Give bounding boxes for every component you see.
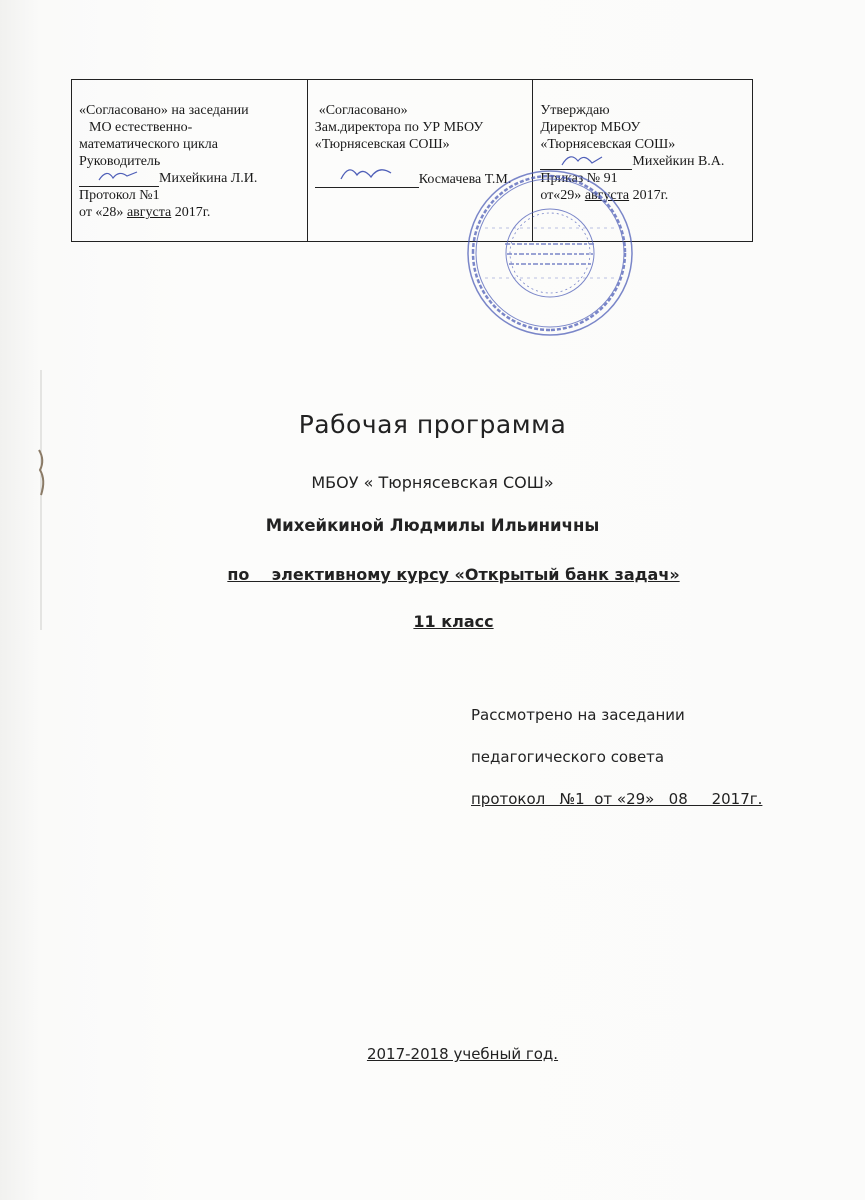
approval-2-line-3: «Тюрнясевская СОШ» [314,137,450,152]
approval-1-line-1: «Согласовано» на заседании [79,103,249,118]
signature-2 [315,171,419,188]
approval-2-line-2: Зам.директора по УР МБОУ [314,120,484,135]
signature-1 [79,170,159,187]
approval-1-signer: Михейкина Л.И. [159,171,258,186]
approval-1-date [79,204,303,221]
document-title: Рабочая программа [298,410,567,439]
approval-1-line-3: математического цикла [79,137,218,152]
approval-1-signature-row [79,170,303,187]
approval-1-date-day: от «28» [79,205,124,220]
approval-2-signer: Космачева Т.М. [418,172,512,187]
approval-1-line-4: Руководитель [79,154,161,169]
signature-2-scribble [315,159,419,185]
academic-year: 2017-2018 учебный год. [366,1045,559,1063]
methodical-association-approval [72,80,308,242]
approval-3-order: Приказ № 91 [540,171,618,186]
teacher-name: Михейкиной Людмилы Ильиничны [265,516,600,535]
council-protocol: протокол №1 от «29» 08 2017г. [471,790,763,808]
approval-3-date-month: августа [584,188,630,203]
school-name: МБОУ « Тюрнясевская СОШ» [311,473,554,492]
approval-3-line-3: «Тюрнясевская СОШ» [540,137,676,152]
binding-edge-mark [36,370,50,630]
approval-2-line-1: «Согласовано» [318,103,408,118]
approval-3-line-1: Утверждаю [540,103,610,118]
approval-3-signer: Михейкин В.А. [632,154,725,169]
approval-1-date-year: 2017г. [174,205,211,220]
council-line-2: педагогического совета [471,748,665,766]
approval-1-line-2: МО естественно- [89,120,193,135]
council-line-1: Рассмотрено на заседании [471,706,685,724]
signature-1-scribble [79,166,159,184]
grade-level: 11 класс [413,612,494,631]
approval-table [71,79,753,242]
approval-1-date-month: августа [126,205,172,220]
council-review-block [471,705,762,831]
signature-3-scribble [540,149,632,169]
approval-3-date-year: 2017г. [632,188,669,203]
approval-3-date-day: от«29» [540,188,582,203]
approval-3-line-2: Директор МБОУ [540,120,641,135]
school-seal-stamp [465,168,635,338]
course-name: по элективному курсу «Открытый банк задач» [227,565,680,584]
approval-1-protocol: Протокол №1 [79,188,160,203]
